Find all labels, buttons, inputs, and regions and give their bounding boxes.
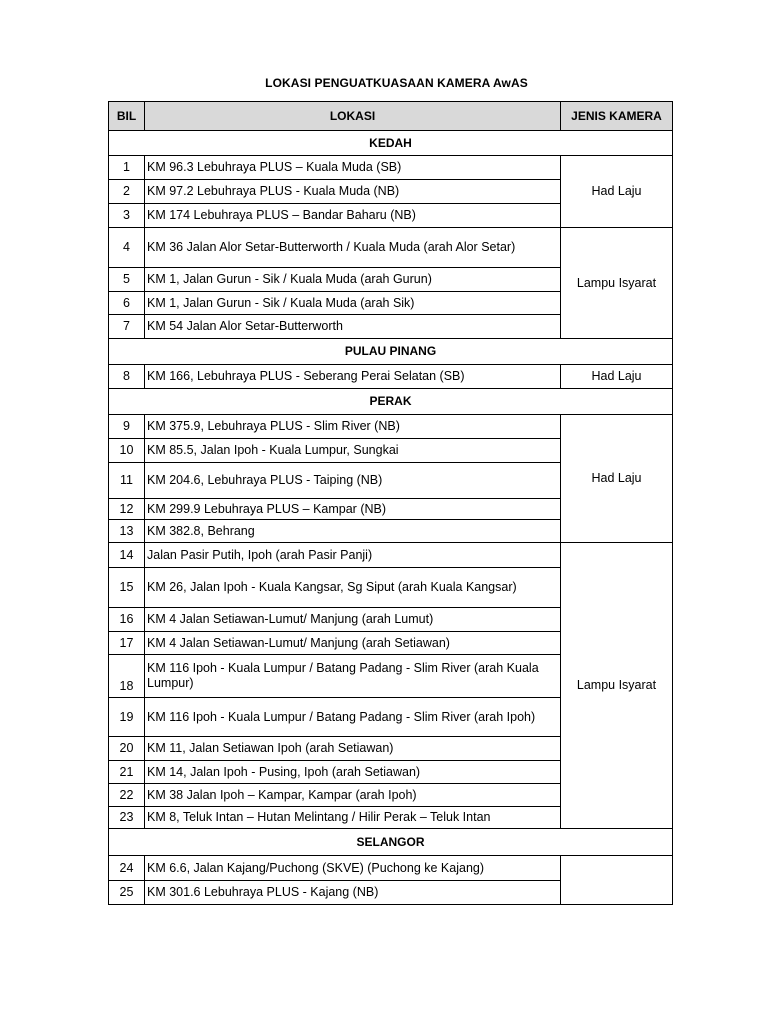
row-lokasi: KM 116 Ipoh - Kuala Lumpur / Batang Padang - Slim River (arah Kuala Lumpur) (145, 655, 561, 698)
table-row (109, 156, 673, 180)
row-lokasi: KM 26, Jalan Ipoh - Kuala Kangsar, Sg Siput (arah Kuala Kangsar) (145, 568, 561, 608)
row-bil: 14 (109, 543, 145, 568)
section-row (109, 339, 673, 365)
jenis-kamera-cell: Had Laju (561, 156, 673, 228)
row-bil: 7 (109, 315, 145, 339)
row-bil: 20 (109, 737, 145, 761)
row-lokasi: KM 382.8, Behrang (145, 520, 561, 543)
table-row (109, 543, 673, 568)
row-bil: 25 (109, 881, 145, 905)
row-lokasi: KM 36 Jalan Alor Setar-Butterworth / Kuala Muda (arah Alor Setar) (145, 228, 561, 268)
row-bil: 2 (109, 180, 145, 204)
row-bil: 22 (109, 784, 145, 807)
row-bil: 9 (109, 415, 145, 439)
row-lokasi: KM 301.6 Lebuhraya PLUS - Kajang (NB) (145, 881, 561, 905)
row-lokasi: KM 85.5, Jalan Ipoh - Kuala Lumpur, Sungkai (145, 439, 561, 463)
row-lokasi: KM 38 Jalan Ipoh – Kampar, Kampar (arah Ipoh) (145, 784, 561, 807)
section-row (109, 131, 673, 156)
row-lokasi: KM 4 Jalan Setiawan-Lumut/ Manjung (arah Lumut) (145, 608, 561, 632)
row-bil: 17 (109, 632, 145, 655)
row-lokasi: KM 14, Jalan Ipoh - Pusing, Ipoh (arah Setiawan) (145, 761, 561, 784)
row-bil: 23 (109, 807, 145, 829)
row-lokasi: Jalan Pasir Putih, Ipoh (arah Pasir Panji) (145, 543, 561, 568)
row-bil: 21 (109, 761, 145, 784)
row-bil: 10 (109, 439, 145, 463)
table-row (109, 856, 673, 881)
table-row (109, 415, 673, 439)
row-lokasi: KM 54 Jalan Alor Setar-Butterworth (145, 315, 561, 339)
row-bil: 16 (109, 608, 145, 632)
row-lokasi: KM 375.9, Lebuhraya PLUS - Slim River (NB) (145, 415, 561, 439)
document-title: LOKASI PENGUATKUASAAN KAMERA AwAS (265, 76, 528, 90)
row-lokasi: KM 96.3 Lebuhraya PLUS – Kuala Muda (SB) (145, 156, 561, 180)
row-bil: 4 (109, 228, 145, 268)
camera-location-table (108, 101, 673, 905)
row-bil: 19 (109, 698, 145, 737)
row-lokasi: KM 6.6, Jalan Kajang/Puchong (SKVE) (Puchong ke Kajang) (145, 856, 561, 881)
row-lokasi: KM 4 Jalan Setiawan-Lumut/ Manjung (arah Setiawan) (145, 632, 561, 655)
section-perak: PERAK (109, 389, 673, 415)
section-pulau-pinang: PULAU PINANG (109, 339, 673, 365)
section-kedah: KEDAH (109, 131, 673, 156)
jenis-kamera-cell: Had Laju (561, 365, 673, 389)
table-row (109, 228, 673, 268)
row-bil: 13 (109, 520, 145, 543)
row-lokasi: KM 11, Jalan Setiawan Ipoh (arah Setiawan) (145, 737, 561, 761)
row-bil: 24 (109, 856, 145, 881)
row-lokasi: KM 8, Teluk Intan – Hutan Melintang / Hilir Perak – Teluk Intan (145, 807, 561, 829)
section-selangor: SELANGOR (109, 829, 673, 856)
table-row (109, 365, 673, 389)
row-bil: 5 (109, 268, 145, 292)
row-lokasi: KM 299.9 Lebuhraya PLUS – Kampar (NB) (145, 499, 561, 520)
row-bil: 12 (109, 499, 145, 520)
row-lokasi: KM 1, Jalan Gurun - Sik / Kuala Muda (arah Sik) (145, 292, 561, 315)
jenis-kamera-cell: Lampu Isyarat (561, 543, 673, 829)
row-bil: 3 (109, 204, 145, 228)
table-header-row (109, 102, 673, 131)
section-row (109, 829, 673, 856)
jenis-kamera-cell (561, 856, 673, 905)
row-bil: 18 (109, 655, 145, 698)
header-jenis-kamera: JENIS KAMERA (561, 102, 673, 131)
header-lokasi: LOKASI (145, 102, 561, 131)
row-bil: 11 (109, 463, 145, 499)
row-lokasi: KM 166, Lebuhraya PLUS - Seberang Perai Selatan (SB) (145, 365, 561, 389)
row-lokasi: KM 1, Jalan Gurun - Sik / Kuala Muda (arah Gurun) (145, 268, 561, 292)
header-bil: BIL (109, 102, 145, 131)
row-bil: 8 (109, 365, 145, 389)
jenis-kamera-cell: Lampu Isyarat (561, 228, 673, 339)
section-row (109, 389, 673, 415)
row-lokasi: KM 174 Lebuhraya PLUS – Bandar Baharu (NB) (145, 204, 561, 228)
row-bil: 15 (109, 568, 145, 608)
row-bil: 1 (109, 156, 145, 180)
row-lokasi: KM 204.6, Lebuhraya PLUS - Taiping (NB) (145, 463, 561, 499)
row-bil: 6 (109, 292, 145, 315)
row-lokasi: KM 116 Ipoh - Kuala Lumpur / Batang Padang - Slim River (arah Ipoh) (145, 698, 561, 737)
row-lokasi: KM 97.2 Lebuhraya PLUS - Kuala Muda (NB) (145, 180, 561, 204)
jenis-kamera-cell: Had Laju (561, 415, 673, 543)
